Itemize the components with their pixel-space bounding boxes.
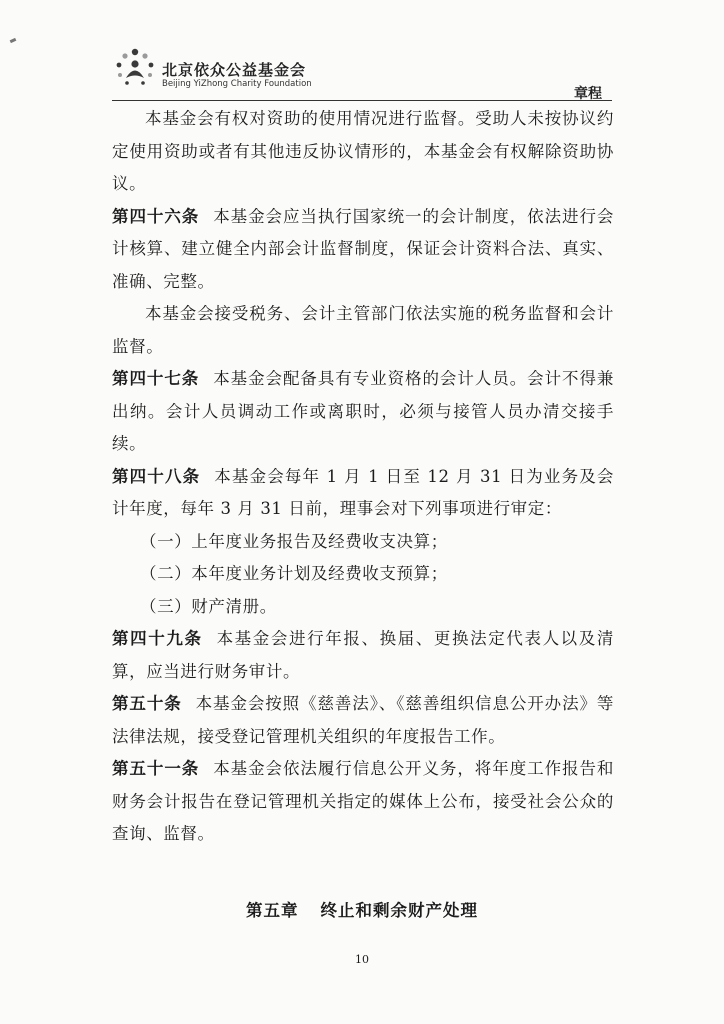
paragraph: 本基金会有权对资助的使用情况进行监督。受助人未按协议约定使用资助或者有其他违反协议情形的，本基金会有权解除资助协议。 bbox=[112, 109, 614, 193]
list-item: （二）本年度业务计划及经费收支预算； bbox=[140, 564, 448, 583]
article-number: 第五十一条 bbox=[112, 759, 200, 778]
article-51: 第五十一条 本基金会依法履行信息公开义务，将年度工作报告和财务会计报告在登记管理机关指定的媒体上公布，接受社会公众的查询、监督。 bbox=[112, 759, 614, 843]
chapter-title: 终止和剩余财产处理 bbox=[320, 901, 478, 920]
foundation-logo-icon bbox=[112, 45, 158, 91]
page-number: 10 bbox=[355, 953, 369, 966]
body-text bbox=[112, 103, 614, 851]
scan-speck bbox=[10, 38, 17, 43]
article-46: 第四十六条 本基金会应当执行国家统一的会计制度，依法进行会计核算、建立健全内部会计监督制度，保证会计资料合法、真实、准确、完整。 bbox=[112, 206, 614, 291]
chapter-heading bbox=[0, 897, 724, 921]
article-49: 第四十九条 本基金会进行年报、换届、更换法定代表人以及清算，应当进行财务审计。 bbox=[112, 629, 615, 681]
org-name-en: Beijing YiZhong Charity Foundation bbox=[162, 79, 312, 89]
list-item: （三）财产清册。 bbox=[140, 596, 277, 616]
article-number: 第四十七条 bbox=[112, 369, 200, 388]
document-label: 章程 bbox=[574, 86, 602, 102]
article-48: 第四十八条 本基金会每年 1 月 1 日至 12 月 31 日为业务及会计年度，每年 3 月 31 日前，理事会对下列事项进行审定： bbox=[112, 466, 614, 518]
article-number: 第四十八条 bbox=[112, 466, 201, 486]
article-number: 第四十六条 bbox=[112, 206, 200, 226]
article-50: 第五十条 本基金会按照《慈善法》、《慈善组织信息公开办法》等法律法规，接受登记管理机关组织的年度报告工作。 bbox=[112, 694, 615, 746]
article-number: 第五十条 bbox=[112, 694, 182, 713]
org-name-cn: 北京依众公益基金会 bbox=[162, 61, 307, 79]
article-number: 第四十九条 bbox=[112, 629, 203, 648]
chapter-number: 第五章 bbox=[246, 901, 299, 920]
header-rule bbox=[112, 100, 612, 101]
page-header bbox=[112, 45, 612, 101]
paragraph: 本基金会接受税务、会计主管部门依法实施的税务监督和会计监督。 bbox=[112, 304, 614, 356]
list-item: （一）上年度业务报告及经费收支决算； bbox=[140, 531, 448, 551]
article-47: 第四十七条 本基金会配备具有专业资格的会计人员。会计不得兼出纳。会计人员调动工作或离职时，必须与接管人员办清交接手续。 bbox=[112, 369, 614, 453]
